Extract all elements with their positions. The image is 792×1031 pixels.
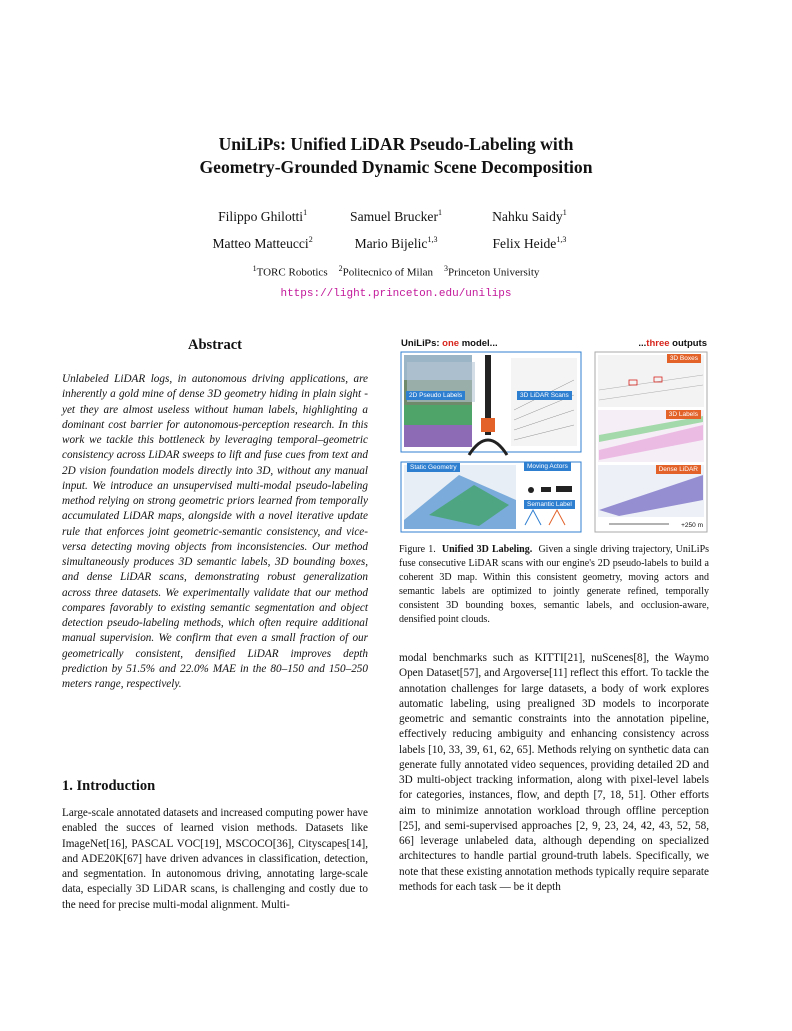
intro-text-left: Large-scale annotated datasets and increased computing power have enabled the succes of learned vision methods. Datasets like ImageNet[16], PASCAL VOC[19], MSCOCO[36], Cityscapes[14], and ADE20K[67] have driven advances in classification, detection, and segmentation. In autonomous driving, annotating large-scale data, especially 3D LiDAR scans, is challenging and costly due to the need for precise multi-modal alignment. Multi- [62, 807, 368, 911]
intro-heading: 1. Introduction [62, 778, 156, 794]
authors-row-1 [0, 208, 792, 225]
tag-3d-labels: 3D Labels [666, 410, 701, 419]
abstract-text: Unlabeled LiDAR logs, in autonomous driving applications, are inherently a gold mine of dense 3D geometry hiding in plain sight - yet they are almost useless without human labels, highlighting a dominant cost barrier for autonomous-perception research. In this work we tackle this bottleneck by leveraging temporal–geometric consistency across LiDAR sweeps to lift and fuse cues from text and 2D vision foundation models directly into 3D, without any manual input. We introduce an unsupervised multi-modal pseudo-labeling method relying on strong geometric priors learned from temporally accumulated LiDAR maps, alongside with a novel iterative update rule that enforces joint geometric-semantic consistency, and vice-versa detecting moving objects from inconsistencies. Our method simultaneously produces 3D semantic labels, 3D bounding boxes, and dense LiDAR scans, demonstrating robust generalization across three datasets. We experimentally validate that our method compares favorably to existing semantic segmentation and object detection pseudo-labeling methods, which often require additional manual supervision. We confirm that even a small fraction of our geometrically consistent, densified LiDAR improves depth prediction by 51.5% and 22.0% MAE in the 80–150 and 150–250 meters range, respectively. [62, 373, 368, 690]
intro-text-right: modal benchmarks such as KITTI[21], nuScenes[8], the Waymo Open Dataset[57], and Argoverse[11] reflect this effort. To tackle the annotation challenges for large datasets, a body of work explores automatic labeling, using prealigned 3D models to incorporate geometric and semantic constraints into the annotation pipeline, effectively reducing ambiguity and enhancing consistency across labels [10, 33, 39, 61, 62, 65]. Methods relying on synthetic data can generate fully annotated video sequences, providing detailed 2D and 3D multi-object tracking information, along with pixel-level labels for categories, instances, flow, and depth [7, 18, 51]. Other efforts aim to minimize annotation workload through offline perception [25], and semi-supervised approaches [2, 9, 23, 24, 42, 43, 52, 58, 66] leverage unlabeled data, although depending on specialized architectures to handle partial ground-truth labels. Specifically, we note that these existing annotation methods typically require separate methods for each task — be it depth [399, 652, 709, 893]
abstract-heading: Abstract [188, 337, 242, 353]
figure-caption: Figure 1. Unified 3D Labeling. Given a single driving trajectory, UniLiPs fuse consecutive LiDAR scans with our engine's 2D pseudo-labels to build a coherent 3D map. Within this consistent geometry, moving actors and semantic labels are optimized to jointly generate refined, temporally consistent 3D bounding boxes, semantic labels, and occlusion-aware, densified point clouds. [399, 544, 710, 626]
lidar-scan-image [511, 358, 577, 446]
author: Samuel Brucker$^1$ [350, 208, 442, 224]
tag-3d-lidar-scans: 3D LiDAR Scans [517, 391, 572, 400]
tag-semantic-label: Semantic Label [524, 500, 575, 509]
figure-header-right: ...three outputs [638, 338, 707, 349]
tag-2d-pseudo-labels: 2D Pseudo Labels [406, 391, 465, 400]
author: Mario Bijelic$^{1,3}$ [354, 235, 438, 251]
figure-header-left: UniLiPs: one model... [401, 338, 498, 349]
tag-moving-actors: Moving Actors [524, 462, 571, 471]
title-line-2: Geometry-Grounded Dynamic Scene Decomposition [199, 157, 593, 177]
scale-label: +250 m [681, 522, 703, 529]
affiliations: $^1$TORC Robotics $^2$Politecnico of Milan $^3$Princeton University [252, 264, 540, 279]
figure-1 [399, 338, 709, 534]
tag-dense-lidar: Dense LiDAR [656, 465, 701, 474]
author: Filippo Ghilotti$^1$ [218, 208, 308, 224]
project-url-link[interactable]: https://light.princeton.edu/unilips [280, 288, 512, 300]
author: Matteo Matteucci$^2$ [212, 235, 313, 251]
authors-row-2 [0, 235, 792, 252]
tag-3d-boxes: 3D Boxes [667, 354, 701, 363]
author: Felix Heide$^{1,3}$ [492, 235, 567, 251]
paper-title [0, 133, 792, 179]
tag-static-geometry: Static Geometry [407, 463, 460, 472]
author: Nahku Saidy$^1$ [492, 208, 567, 224]
title-line-1: UniLiPs: Unified LiDAR Pseudo-Labeling with [218, 134, 574, 154]
